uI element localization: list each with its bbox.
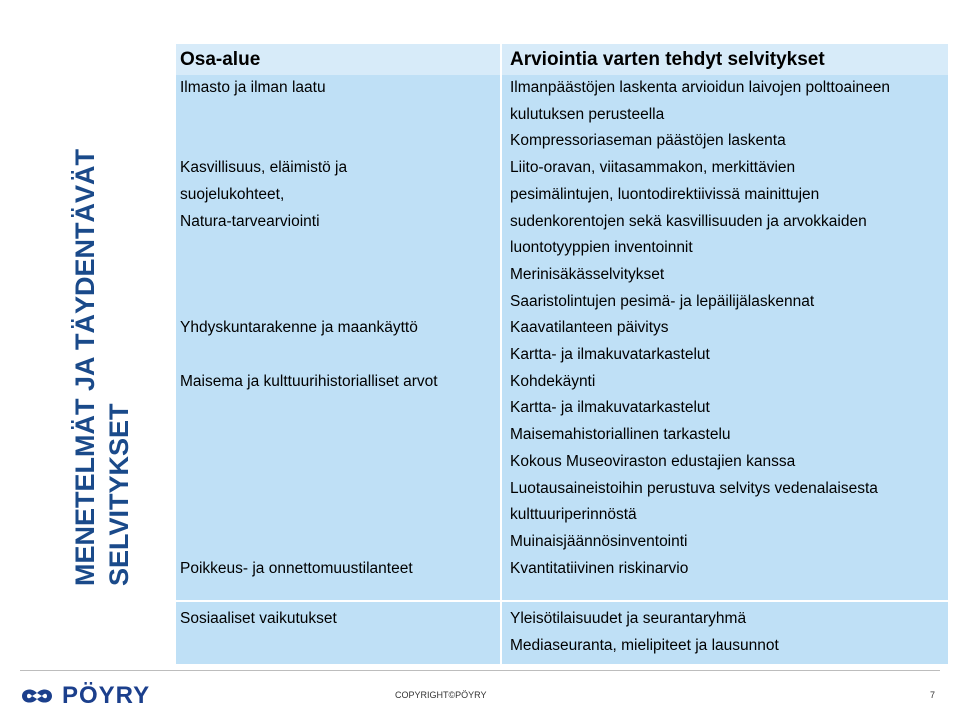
- poyry-logo-icon: [20, 685, 54, 707]
- list-item: Kartta- ja ilmakuvatarkastelut: [510, 399, 710, 417]
- table-row-landuse: [176, 315, 948, 368]
- list-item: Maisemahistoriallinen tarkastelu: [510, 426, 731, 444]
- list-item: Kokous Museoviraston edustajien kanssa: [510, 452, 796, 470]
- side-title-line1: MENETELMÄT JA TÄYDENTÄVÄT: [70, 149, 100, 586]
- copyright-text: COPYRIGHT©PÖYRY: [395, 690, 487, 700]
- list-item: Merinisäkässelvitykset: [510, 265, 665, 283]
- area-label: Yhdyskuntarakenne ja maankäyttö: [180, 319, 418, 337]
- area-label: Kasvillisuus, eläimistö ja: [180, 159, 348, 177]
- side-title-svg: [62, 100, 142, 590]
- side-title: [62, 100, 142, 590]
- side-title-line2: SELVITYKSET: [104, 403, 134, 586]
- list-item: Kaavatilanteen päivitys: [510, 319, 669, 337]
- list-item: Saaristolintujen pesimä- ja lepäilijälaskennat: [510, 292, 815, 310]
- list-item: kulutuksen perusteella: [510, 105, 665, 123]
- area-label: Ilmasto ja ilman laatu: [180, 79, 326, 96]
- list-item: Kvantitatiivinen riskinarvio: [510, 559, 689, 577]
- header-area: Osa-alue: [176, 44, 500, 75]
- list-item: Kartta- ja ilmakuvatarkastelut: [510, 346, 710, 364]
- list-item: Yleisötilaisuudet ja seurantaryhmä: [510, 610, 747, 628]
- list-item: Liito-oravan, viitasammakon, merkittävien: [510, 159, 796, 177]
- poyry-logo: [20, 682, 150, 710]
- area-label: suojelukohteet,: [180, 185, 285, 203]
- table-row-accidents: [176, 556, 948, 601]
- area-label: Poikkeus- ja onnettomuustilanteet: [180, 559, 413, 577]
- assessment-table: [176, 44, 948, 664]
- logo-text: PÖYRY: [62, 682, 151, 709]
- list-item: Kohdekäynti: [510, 372, 596, 390]
- list-item: pesimälintujen, luontodirektiivissä mainittujen: [510, 185, 820, 203]
- list-item: Luotausaineistoihin perustuva selvitys vedenalaisesta: [510, 479, 878, 497]
- list-item: Kompressoriaseman päästöjen laskenta: [510, 132, 786, 150]
- list-item: Muinaisjäännösinventointi: [510, 532, 688, 550]
- table-header: [176, 44, 948, 75]
- table-row-social: [176, 602, 948, 663]
- header-studies: Arviointia varten tehdyt selvitykset: [502, 44, 948, 75]
- list-item: luontotyyppien inventoinnit: [510, 239, 693, 257]
- list-item: Mediaseuranta, mielipiteet ja lausunnot: [510, 637, 779, 655]
- list-item: sudenkorentojen sekä kasvillisuuden ja arvokkaiden: [510, 212, 867, 230]
- table-row-air: [176, 75, 948, 155]
- table-row-nature: [176, 155, 948, 315]
- page-number: 7: [930, 690, 936, 700]
- footer-divider: [20, 670, 940, 671]
- area-label: Maisema ja kulttuurihistorialliset arvot: [180, 372, 438, 390]
- table-row-landscape: [176, 369, 948, 556]
- list-item: Ilmanpäästöjen laskenta arvioidun laivojen polttoaineen: [510, 79, 891, 96]
- list-item: kulttuuriperinnöstä: [510, 506, 637, 524]
- area-label: Natura-tarvearviointi: [180, 212, 320, 230]
- area-label: Sosiaaliset vaikutukset: [180, 610, 337, 628]
